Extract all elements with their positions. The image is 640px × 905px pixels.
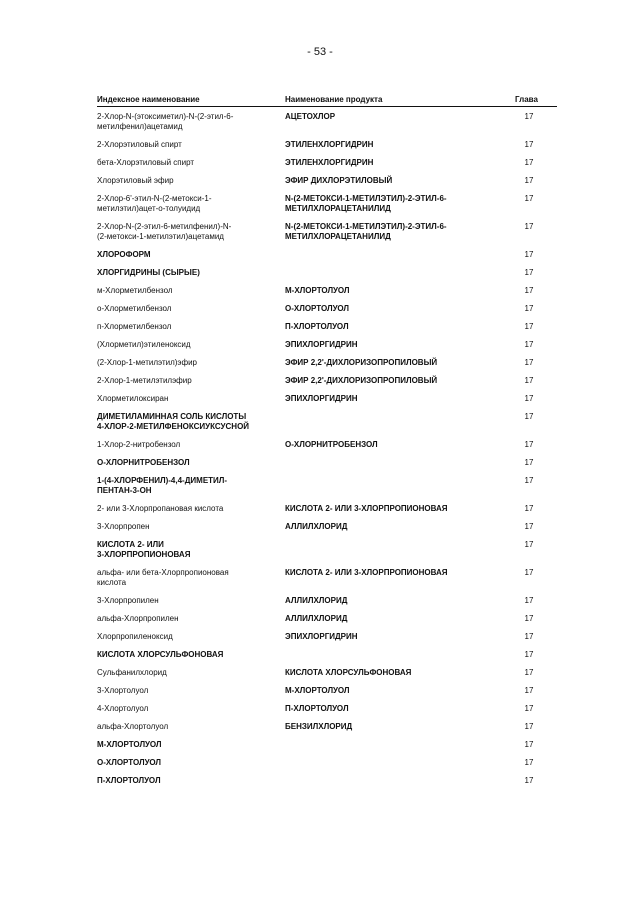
table-row	[97, 376, 557, 394]
chapter-cell: 17	[524, 458, 534, 467]
product-name-cell: ЭФИР 2,2'-ДИХЛОРИЗОПРОПИЛОВЫЙ	[285, 376, 438, 385]
product-name-cell: ЭФИР 2,2'-ДИХЛОРИЗОПРОПИЛОВЫЙ	[285, 358, 438, 367]
chapter-cell: 17	[524, 250, 534, 259]
index-name-cell: 2-Хлор-1-метилэтилэфир	[97, 376, 192, 385]
table-row	[97, 394, 557, 412]
chapter-cell: 17	[524, 776, 534, 785]
index-name-cell: О-ХЛОРНИТРОБЕНЗОЛ	[97, 458, 190, 467]
table-row	[97, 632, 557, 650]
product-name-cell: КИСЛОТА 2- ИЛИ 3-ХЛОРПРОПИОНОВАЯ	[285, 504, 448, 513]
index-name-cell: КИСЛОТА ХЛОРСУЛЬФОНОВАЯ	[97, 650, 224, 659]
product-name-cell: М-ХЛОРТОЛУОЛ	[285, 686, 350, 695]
chapter-cell: 17	[524, 740, 534, 749]
header-product-name: Наименование продукта	[285, 95, 383, 104]
table-row	[97, 504, 557, 522]
index-name-cell: ХЛОРГИДРИНЫ (СЫРЫЕ)	[97, 268, 200, 277]
index-name-cell: о-Хлорметилбензол	[97, 304, 172, 313]
table-row	[97, 668, 557, 686]
table-row	[97, 686, 557, 704]
product-name-cell: АЛЛИЛХЛОРИД	[285, 522, 348, 531]
chapter-cell: 17	[524, 286, 534, 295]
product-name-cell: КИСЛОТА 2- ИЛИ 3-ХЛОРПРОПИОНОВАЯ	[285, 568, 448, 577]
product-name-cell: АЦЕТОХЛОР	[285, 112, 336, 121]
header-chapter: Глава	[515, 95, 538, 104]
table-row	[97, 650, 557, 668]
table-row	[97, 568, 557, 596]
table-row	[97, 476, 557, 504]
table-row	[97, 458, 557, 476]
table-row	[97, 268, 557, 286]
product-name-cell: АЛЛИЛХЛОРИД	[285, 596, 348, 605]
product-name-cell: N-(2-МЕТОКСИ-1-МЕТИЛЭТИЛ)-2-ЭТИЛ-6- МЕТИЛХЛОРАЦЕТАНИЛИД	[285, 194, 447, 213]
chapter-cell: 17	[524, 112, 534, 121]
table-row	[97, 140, 557, 158]
product-name-cell: О-ХЛОРТОЛУОЛ	[285, 304, 350, 313]
chapter-cell: 17	[524, 704, 534, 713]
product-name-cell: N-(2-МЕТОКСИ-1-МЕТИЛЭТИЛ)-2-ЭТИЛ-6- МЕТИЛХЛОРАЦЕТАНИЛИД	[285, 222, 447, 241]
chapter-cell: 17	[524, 650, 534, 659]
table-row	[97, 522, 557, 540]
page-number: - 53 -	[307, 46, 333, 58]
index-name-cell: Хлорпропиленоксид	[97, 632, 173, 641]
index-name-cell: Сульфанилхлорид	[97, 668, 167, 677]
product-name-cell: АЛЛИЛХЛОРИД	[285, 614, 348, 623]
chapter-cell: 17	[524, 376, 534, 385]
table-row	[97, 358, 557, 376]
index-name-cell: Хлорэтиловый эфир	[97, 176, 174, 185]
table-row	[97, 704, 557, 722]
chapter-cell: 17	[524, 568, 534, 577]
table-row	[97, 758, 557, 776]
table-row	[97, 776, 557, 794]
index-table	[97, 112, 557, 794]
table-row	[97, 158, 557, 176]
product-name-cell: ЭФИР ДИХЛОРЭТИЛОВЫЙ	[285, 176, 393, 185]
product-name-cell: ЭПИХЛОРГИДРИН	[285, 340, 358, 349]
chapter-cell: 17	[524, 194, 534, 203]
chapter-cell: 17	[524, 476, 534, 485]
chapter-cell: 17	[524, 596, 534, 605]
table-row	[97, 740, 557, 758]
index-name-cell: 2-Хлор-N-(2-этил-6-метилфенил)-N- (2-метокси-1-метилэтил)ацетамид	[97, 222, 232, 241]
table-row	[97, 440, 557, 458]
index-name-cell: ДИМЕТИЛАМИННАЯ СОЛЬ КИСЛОТЫ 4-ХЛОР-2-МЕТИЛФЕНОКСИУКСУСНОЙ	[97, 412, 250, 431]
table-row	[97, 614, 557, 632]
product-name-cell: М-ХЛОРТОЛУОЛ	[285, 286, 350, 295]
chapter-cell: 17	[524, 268, 534, 277]
product-name-cell: П-ХЛОРТОЛУОЛ	[285, 322, 349, 331]
index-name-cell: 1-Хлор-2-нитробензол	[97, 440, 181, 449]
table-row	[97, 194, 557, 222]
product-name-cell: ЭТИЛЕНХЛОРГИДРИН	[285, 140, 374, 149]
chapter-cell: 17	[524, 614, 534, 623]
table-row	[97, 176, 557, 194]
index-name-cell: альфа-Хлортолуол	[97, 722, 169, 731]
chapter-cell: 17	[524, 340, 534, 349]
index-name-cell: 3-Хлорпропен	[97, 522, 150, 531]
table-row	[97, 304, 557, 322]
header-index-name: Индексное наименование	[97, 95, 200, 104]
index-name-cell: альфа-Хлорпропилен	[97, 614, 179, 623]
table-row	[97, 340, 557, 358]
chapter-cell: 17	[524, 686, 534, 695]
index-name-cell: 3-Хлорпропилен	[97, 596, 159, 605]
chapter-cell: 17	[524, 322, 534, 331]
index-name-cell: П-ХЛОРТОЛУОЛ	[97, 776, 161, 785]
chapter-cell: 17	[524, 358, 534, 367]
table-row	[97, 540, 557, 568]
product-name-cell: БЕНЗИЛХЛОРИД	[285, 722, 353, 731]
table-row	[97, 322, 557, 340]
chapter-cell: 17	[524, 722, 534, 731]
product-name-cell: ЭПИХЛОРГИДРИН	[285, 394, 358, 403]
index-name-cell: 4-Хлортолуол	[97, 704, 149, 713]
chapter-cell: 17	[524, 668, 534, 677]
index-name-cell: (2-Хлор-1-метилэтил)эфир	[97, 358, 197, 367]
index-name-cell: м-Хлорметилбензол	[97, 286, 173, 295]
table-row	[97, 722, 557, 740]
index-name-cell: 1-(4-ХЛОРФЕНИЛ)-4,4-ДИМЕТИЛ- ПЕНТАН-3-ОН	[97, 476, 228, 495]
header-rule	[97, 106, 557, 107]
chapter-cell: 17	[524, 222, 534, 231]
index-name-cell: О-ХЛОРТОЛУОЛ	[97, 758, 162, 767]
table-row	[97, 250, 557, 268]
product-name-cell: ЭПИХЛОРГИДРИН	[285, 632, 358, 641]
chapter-cell: 17	[524, 394, 534, 403]
index-name-cell: 3-Хлортолуол	[97, 686, 149, 695]
table-row	[97, 222, 557, 250]
product-name-cell: П-ХЛОРТОЛУОЛ	[285, 704, 349, 713]
index-name-cell: 2- или 3-Хлорпропановая кислота	[97, 504, 224, 513]
index-name-cell: бета-Хлорэтиловый спирт	[97, 158, 195, 167]
product-name-cell: О-ХЛОРНИТРОБЕНЗОЛ	[285, 440, 378, 449]
chapter-cell: 17	[524, 412, 534, 421]
index-name-cell: М-ХЛОРТОЛУОЛ	[97, 740, 162, 749]
index-name-cell: альфа- или бета-Хлорпропионовая кислота	[97, 568, 229, 587]
chapter-cell: 17	[524, 440, 534, 449]
product-name-cell: ЭТИЛЕНХЛОРГИДРИН	[285, 158, 374, 167]
chapter-cell: 17	[524, 304, 534, 313]
chapter-cell: 17	[524, 176, 534, 185]
index-name-cell: Хлорметилоксиран	[97, 394, 169, 403]
index-name-cell: (Хлорметил)этиленоксид	[97, 340, 191, 349]
index-name-cell: 2-Хлор-N-(этоксиметил)-N-(2-этил-6- метилфенил)ацетамид	[97, 112, 234, 131]
chapter-cell: 17	[524, 504, 534, 513]
index-name-cell: ХЛОРОФОРМ	[97, 250, 151, 259]
product-name-cell: КИСЛОТА ХЛОРСУЛЬФОНОВАЯ	[285, 668, 412, 677]
index-name-cell: КИСЛОТА 2- ИЛИ 3-ХЛОРПРОПИОНОВАЯ	[97, 540, 191, 559]
index-name-cell: 2-Хлорэтиловый спирт	[97, 140, 182, 149]
chapter-cell: 17	[524, 522, 534, 531]
chapter-cell: 17	[524, 632, 534, 641]
index-name-cell: п-Хлорметилбензол	[97, 322, 172, 331]
chapter-cell: 17	[524, 758, 534, 767]
table-row	[97, 112, 557, 140]
chapter-cell: 17	[524, 540, 534, 549]
table-row	[97, 412, 557, 440]
index-name-cell: 2-Хлор-6'-этил-N-(2-метокси-1- метилэтил)ацет-о-толуидид	[97, 194, 212, 213]
chapter-cell: 17	[524, 140, 534, 149]
table-row	[97, 596, 557, 614]
chapter-cell: 17	[524, 158, 534, 167]
table-row	[97, 286, 557, 304]
